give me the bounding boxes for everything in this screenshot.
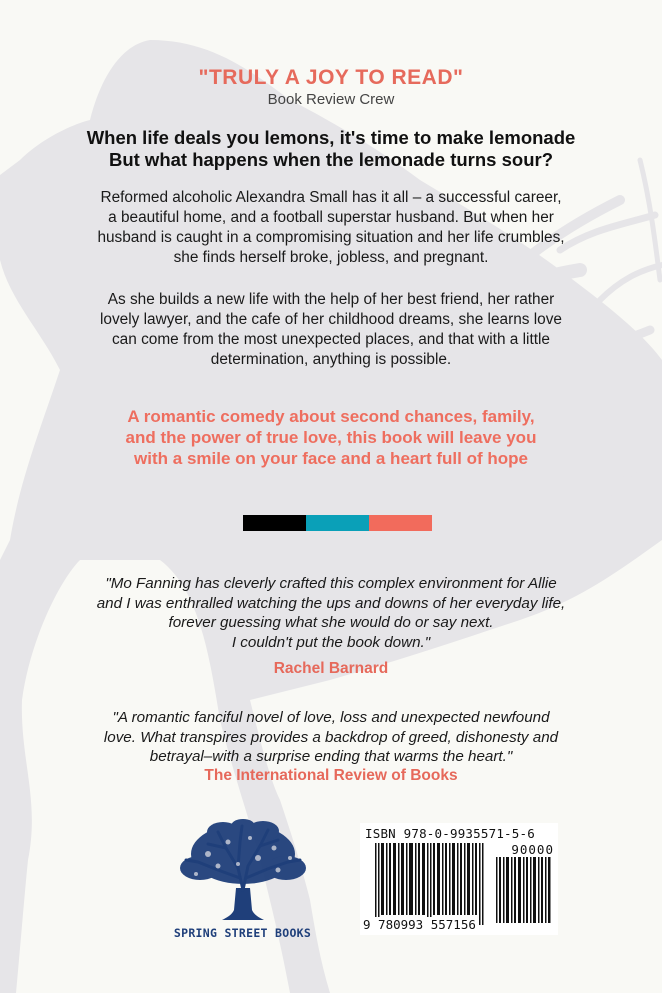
divider-segment-coral bbox=[369, 515, 432, 531]
tagline: "TRULY A JOY TO READ" bbox=[198, 66, 464, 89]
pitch-line: with a smile on your face and a heart full of hope bbox=[134, 449, 528, 468]
isbn-barcode bbox=[360, 823, 558, 935]
blurb-line: a beautiful home, and a football superstar husband. But when her bbox=[108, 209, 554, 226]
blurb-line: determination, anything is possible. bbox=[210, 351, 452, 368]
review-author-2: The International Review of Books bbox=[204, 767, 458, 784]
tagline-source: Book Review Crew bbox=[267, 91, 395, 108]
headline bbox=[0, 127, 662, 171]
pitch-line: and the power of true love, this book will leave you bbox=[125, 428, 537, 447]
quote-line: "Mo Fanning has cleverly crafted this complex environment for Allie bbox=[105, 575, 557, 592]
blurb-line: Reformed alcoholic Alexandra Small has it all – a successful career, bbox=[100, 189, 562, 206]
publisher-name: SPRING STREET BOOKS bbox=[173, 926, 312, 940]
quote-line: and I was enthralled watching the ups and downs of her everyday life, bbox=[96, 594, 566, 612]
blurb-line: can come from the most unexpected places, and that with a little bbox=[111, 331, 550, 348]
pitch-statement bbox=[0, 406, 662, 469]
blurb-line: husband is caught in a compromising situation and her life crumbles, bbox=[97, 229, 565, 246]
blurb-paragraph-1 bbox=[0, 188, 662, 268]
price-addon-code: 90000 bbox=[511, 842, 554, 857]
isbn-label: ISBN 978-0-9935571-5-6 bbox=[365, 826, 535, 841]
blurb-line: lovely lawyer, and the cafe of her childhood dreams, she learns love bbox=[100, 311, 562, 328]
blurb-paragraph-2 bbox=[0, 290, 662, 370]
color-divider bbox=[243, 515, 432, 531]
quote-line: forever guessing what she would do or say next. bbox=[168, 614, 494, 631]
pitch-line: A romantic comedy about second chances, family, bbox=[127, 407, 535, 426]
blurb-line: As she builds a new life with the help of her best friend, her rather bbox=[107, 291, 555, 308]
review-quote-2 bbox=[0, 708, 662, 767]
headline-line: But what happens when the lemonade turns sour? bbox=[108, 149, 554, 170]
review-author-1: Rachel Barnard bbox=[273, 660, 389, 677]
tree-icon bbox=[178, 818, 308, 922]
ean-digits: 9 780993 557156 bbox=[363, 917, 476, 932]
divider-segment-black bbox=[243, 515, 306, 531]
quote-line: I couldn't put the book down." bbox=[231, 633, 431, 651]
quote-line: "A romantic fanciful novel of love, loss and unexpected newfound bbox=[112, 709, 550, 726]
addon-bars bbox=[496, 857, 552, 923]
quote-line: betrayal–with a surprise ending that warms the heart." bbox=[149, 748, 513, 765]
review-quote-1 bbox=[0, 574, 662, 652]
blurb-line: she finds herself broke, jobless, and pregnant. bbox=[173, 249, 489, 266]
publisher-logo bbox=[155, 818, 330, 940]
barcode-bars bbox=[375, 843, 485, 925]
divider-segment-teal bbox=[306, 515, 369, 531]
headline-line: When life deals you lemons, it's time to make lemonade bbox=[86, 127, 576, 148]
quote-line: love. What transpires provides a backdrop of greed, dishonesty and bbox=[103, 728, 559, 746]
